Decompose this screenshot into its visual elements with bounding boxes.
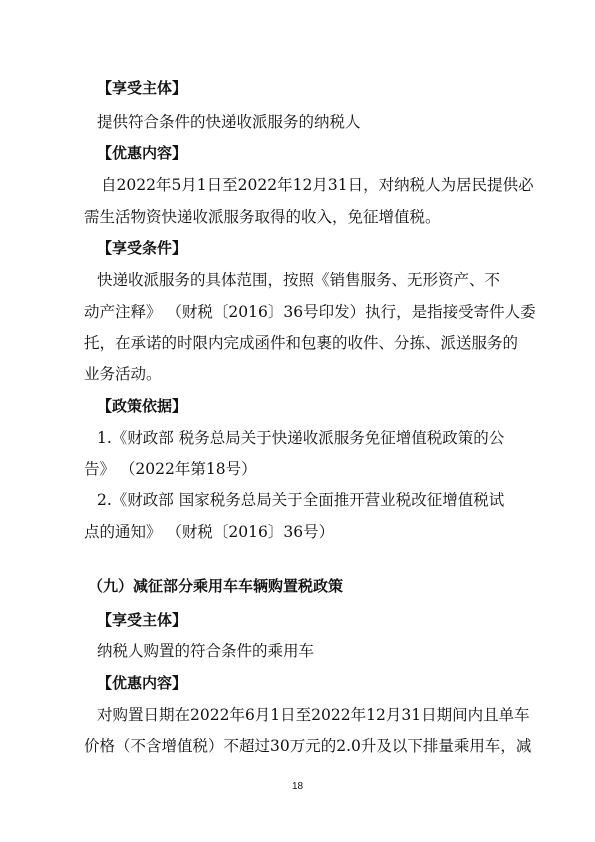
benefit-line-2: 需生活物资快递收派服务取得的收入，免征增值税。 (84, 208, 441, 226)
basis-1-line-1: 1.《财政部 税务总局关于快递收派服务免征增值税政策的公 (97, 429, 505, 447)
basis-1-line-2: 告》 （2022年第18号） (84, 460, 257, 478)
heading-conditions: 【享受条件】 (97, 239, 188, 257)
subject-text: 提供符合条件的快递收派服务的纳税人 (97, 113, 361, 131)
basis-2-line-1: 2.《财政部 国家税务总局关于全面推开营业税改征增值税试 (97, 491, 505, 509)
conditions-line-4: 业务活动。 (84, 365, 162, 383)
benefit-line-1: 对购置日期在2022年6月1日至2022年12月31日期间内且单车 (97, 706, 530, 724)
section-title: （九）减征部分乘用车车辆购置税政策 (88, 577, 344, 595)
conditions-line-2: 动产注释》 （财税〔2016〕36号印发）执行，是指接受寄件人委 (84, 303, 536, 321)
heading-subject: 【享受主体】 (97, 79, 188, 97)
subject-text: 纳税人购置的符合条件的乘用车 (97, 642, 315, 660)
conditions-line-3: 托，在承诺的时限内完成函件和包裹的收件、分拣、派送服务的 (84, 334, 519, 352)
benefit-line-2: 价格（不含增值税）不超过30万元的2.0升及以下排量乘用车，减 (84, 737, 532, 755)
heading-subject: 【享受主体】 (97, 611, 188, 629)
basis-2-line-2: 点的通知》 （财税〔2016〕36号） (84, 523, 335, 541)
benefit-line-1: 自2022年5月1日至2022年12月31日，对纳税人为居民提供必 (101, 176, 534, 194)
heading-benefit: 【优惠内容】 (97, 674, 188, 692)
heading-basis: 【政策依据】 (97, 397, 188, 415)
heading-benefit: 【优惠内容】 (97, 144, 188, 162)
conditions-line-1: 快递收派服务的具体范围，按照《销售服务、无形资产、不 (97, 271, 501, 289)
page-number: 18 (291, 781, 304, 792)
